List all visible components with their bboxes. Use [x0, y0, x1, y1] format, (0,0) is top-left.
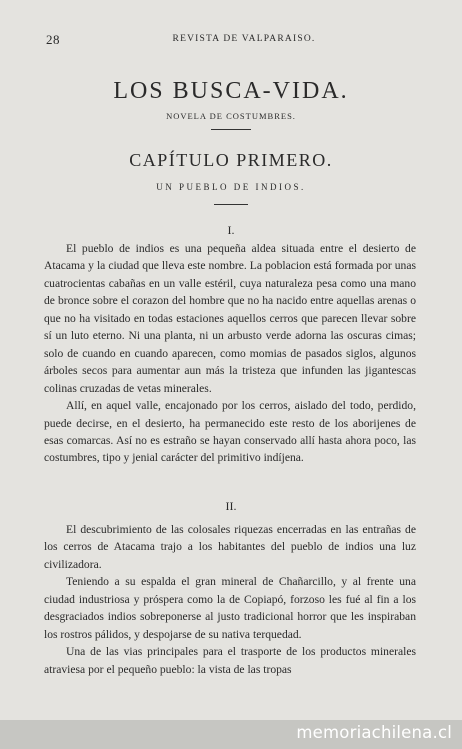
- paragraph: El descubrimiento de las colosales riquezas encerradas en las entrañas de los cerros de Atacama trajo a los habitantes del pueblo de indios una luz civilizadora.: [44, 523, 416, 571]
- section-body: [44, 240, 416, 467]
- novel-subtitle: NOVELA DE COSTUMBRES.: [166, 111, 296, 121]
- page-number: 28: [46, 32, 60, 47]
- section-body: [44, 521, 416, 678]
- paragraph: Una de las vias principales para el trasporte de los productos minerales atraviesa por el pequeño pueblo: la vista de las tropas: [44, 645, 416, 676]
- novel-title: LOS BUSCA-VIDA.: [113, 78, 349, 104]
- section-numeral: I.: [227, 223, 235, 237]
- watermark-bar: [0, 720, 462, 749]
- paragraph: Teniendo a su espalda el gran mineral de Chañarcillo, y al frente una ciudad industriosa y próspera como la de Copiapó, forzoso les fué al fin a los desgraciados indios sobreponerse al justo tradicional horror que les inspiraban los rostros pálidos, y despojarse de su nativa terquedad.: [44, 575, 416, 641]
- watermark-text: memoriachilena.cl: [296, 723, 452, 742]
- chapter-subtitle: UN PUEBLO DE INDIOS.: [156, 182, 306, 192]
- title-divider: [211, 129, 251, 130]
- paragraph: El pueblo de indios es una pequeña aldea situada entre el desierto de Atacama y la ciudad que lleva este nombre. La poblacion está formada por unas cuatrocientas cabañas en un valle estéril, cuya naturaleza pesa como una mano de bronce sobre el corazon del hombre que no ha nacido entre aquellas arenas o que no ha visitado en todas estaciones aquellos cerros que parecen llevar sobre sí un luto eterno. Ni una planta, ni un arbusto verde adorna las oscuras cimas; solo de cuando en cuando aparecen, como momias de pasados siglos, algunos árboles secos para aumentar aun más la tristeza que infunden las jigantescas colinas cruzadas de vetas minerales.: [44, 242, 416, 395]
- paragraph: Allí, en aquel valle, encajonado por los cerros, aislado del todo, perdido, puede decirse, en el desierto, ha permanecido este resto de los aborijenes de esas comarcas. Así no es estraño se hayan conservado allí hasta ahora poco, las costumbres, tipo y jenial carácter del primitivo indíjena.: [44, 399, 416, 465]
- running-title: REVISTA DE VALPARAISO.: [172, 34, 316, 44]
- chapter-divider: [214, 204, 248, 205]
- chapter-title: CAPÍTULO PRIMERO.: [129, 150, 333, 170]
- running-header: [46, 32, 422, 47]
- section-numeral: II.: [225, 499, 237, 513]
